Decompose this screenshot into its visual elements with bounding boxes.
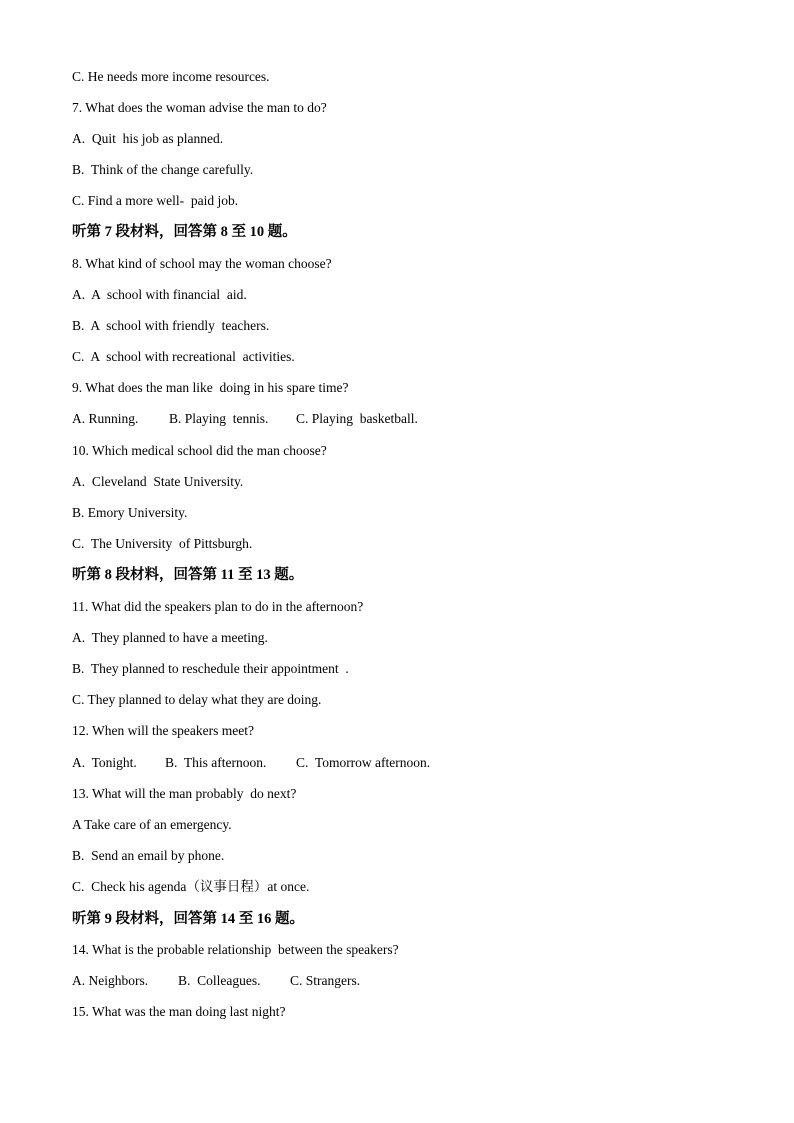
question-10: 10. Which medical school did the man choose? [72,443,327,458]
q12-option-c: C. Tomorrow afternoon. [296,755,431,770]
q13-option-c: C. Check his agenda（议事日程）at once. [72,879,310,894]
q9-option-c: C. Playing basketball. [296,411,418,426]
section-heading-7: 听第 7 段材料，回答第 8 至 10 题。 [72,224,297,240]
q8-option-a: A. A school with financial aid. [72,287,247,302]
q11-option-a: A. They planned to have a meeting. [72,630,268,645]
q9-option-b: B. Playing tennis. [169,411,269,426]
q13-option-b: B. Send an email by phone. [72,848,225,863]
question-13: 13. What will the man probably do next? [72,786,297,801]
q11-option-c: C. They planned to delay what they are doing. [72,692,322,707]
question-8: 8. What kind of school may the woman choose? [72,256,332,271]
q13-option-a: A Take care of an emergency. [72,817,232,832]
q7-option-b: B. Think of the change carefully. [72,162,254,177]
q7-option-a: A. Quit his job as planned. [72,131,224,146]
section-heading-8: 听第 8 段材料，回答第 11 至 13 题。 [72,567,304,583]
question-12: 12. When will the speakers meet? [72,723,254,738]
q10-option-b: B. Emory University. [72,505,188,520]
q11-option-b: B. They planned to reschedule their appointment . [72,661,349,676]
q12-option-a: A. Tonight. [72,755,137,770]
q6-option-c: C. He needs more income resources. [72,69,270,84]
q7-option-c: C. Find a more well- paid job. [72,193,239,208]
question-11: 11. What did the speakers plan to do in the afternoon? [72,599,364,614]
section-heading-9: 听第 9 段材料，回答第 14 至 16 题。 [72,911,304,927]
q14-option-a: A. Neighbors. [72,973,149,988]
q14-option-b: B. Colleagues. [178,973,261,988]
q8-option-b: B. A school with friendly teachers. [72,318,270,333]
q9-option-a: A. Running. [72,411,139,426]
question-9: 9. What does the man like doing in his spare time? [72,380,349,395]
q8-option-c: C. A school with recreational activities. [72,349,295,364]
q14-option-c: C. Strangers. [290,973,361,988]
question-7: 7. What does the woman advise the man to do? [72,100,327,115]
question-14: 14. What is the probable relationship between the speakers? [72,942,399,957]
q10-option-a: A. Cleveland State University. [72,474,244,489]
q12-option-b: B. This afternoon. [165,755,267,770]
question-15: 15. What was the man doing last night? [72,1004,286,1019]
q10-option-c: C. The University of Pittsburgh. [72,536,253,551]
